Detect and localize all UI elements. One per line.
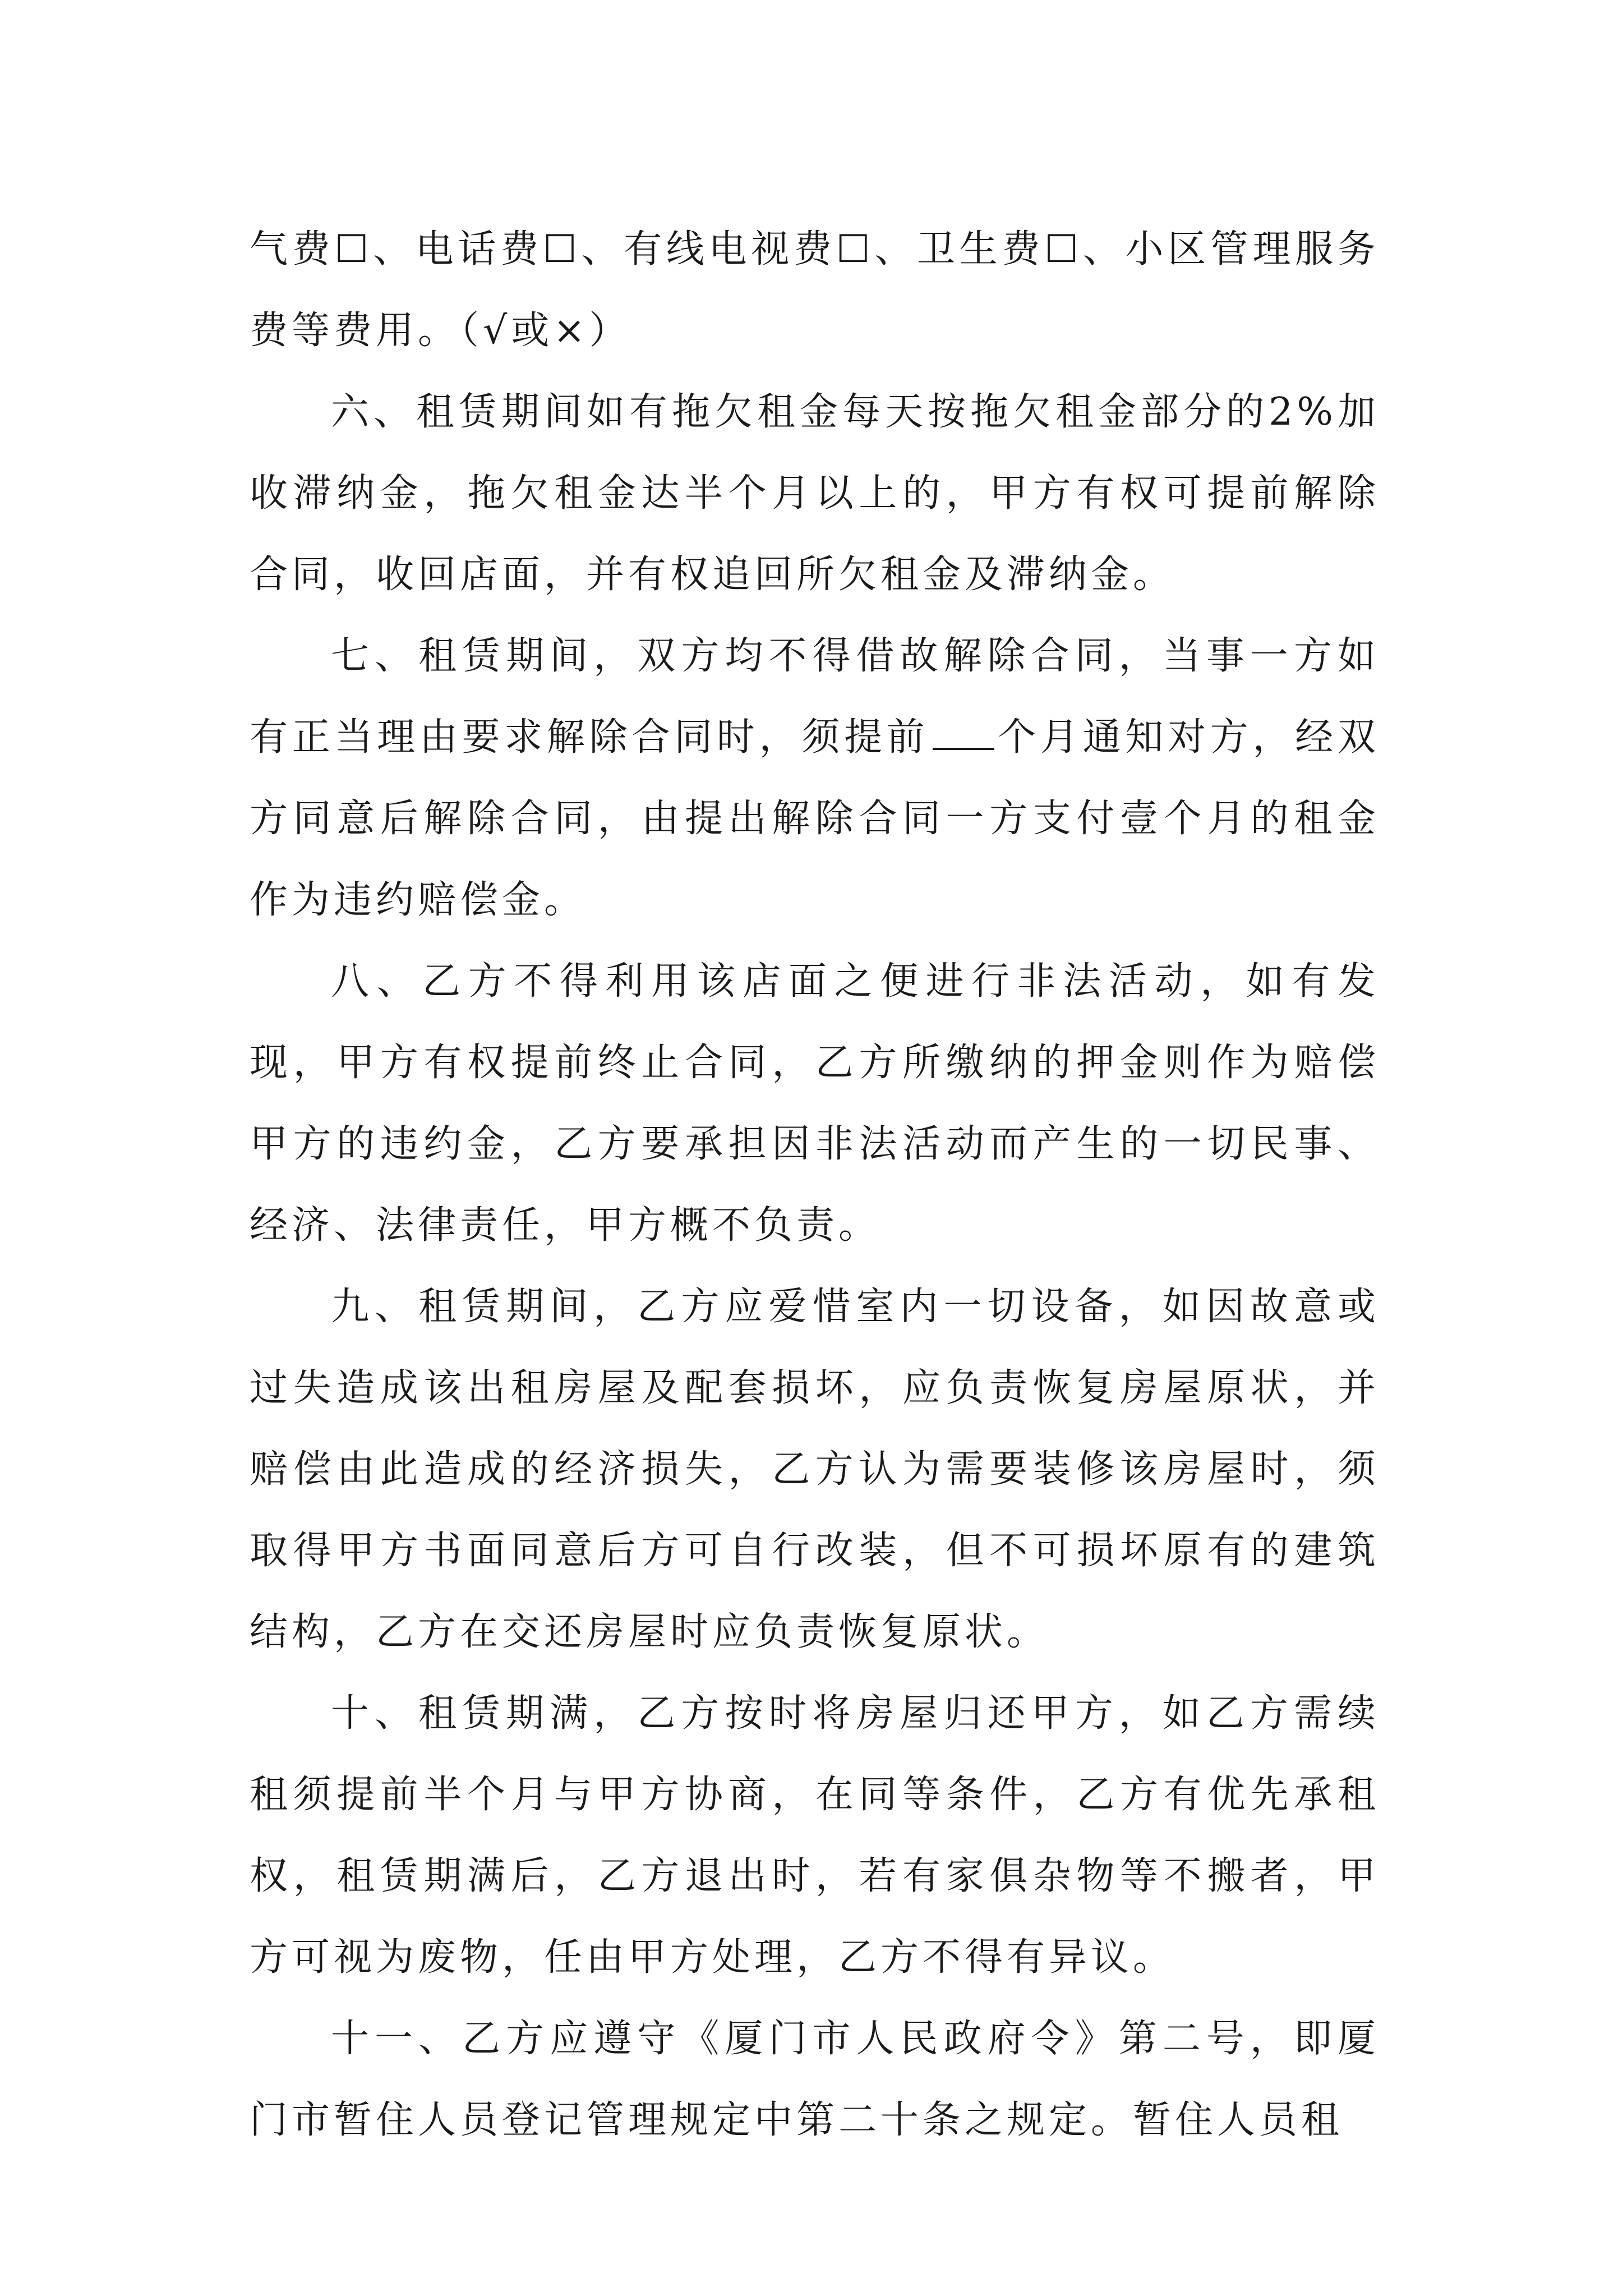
paragraph-clause-10: 十、租赁期满，乙方按时将房屋归还甲方，如乙方需续租须提前半个月与甲方协商，在同等条件，乙方有优先承租权，租赁期满后，乙方退出时，若有家俱杂物等不搬者，甲方可视为废物，任由甲方处理，乙方不得有异议。 <box>250 1691 1380 1980</box>
paragraph-clause-9: 九、租赁期间，乙方应爱惜室内一切设备，如因故意或过失造成该出租房屋及配套损坏，应负责恢复房屋原状，并赔偿由此造成的经济损失，乙方认为需要装修该房屋时，须取得甲方书面同意后方可自行改装，但不可损坏原有的建筑结构，乙方在交还房屋时应负责恢复原状。 <box>250 1285 1380 1654</box>
clause-7-text-after: 个月通知对方，经双方同意后解除合同，由提出解除合同一方支付壹个月的租金作为违约赔偿金。 <box>250 715 1380 922</box>
notice-months-blank <box>933 714 994 750</box>
clause-7-text-before: 七、租赁期间，双方均不得借故解除合同，当事一方如有正当理由要求解除合同时，须提前 <box>250 634 1380 760</box>
paragraph-clause-8: 八、乙方不得利用该店面之便进行非法活动，如有发现，甲方有权提前终止合同，乙方所缴纳的押金则作为赔偿甲方的违约金，乙方要承担因非法活动而产生的一切民事、经济、法律责任，甲方概不负责。 <box>250 959 1380 1248</box>
paragraph-clause-6: 六、租赁期间如有拖欠租金每天按拖欠租金部分的2%加收滞纳金，拖欠租金达半个月以上的，甲方有权可提前解除合同，收回店面，并有权追回所欠租金及滞纳金。 <box>250 390 1380 597</box>
paragraph-clause-11: 十一、乙方应遵守《厦门市人民政府令》第二号，即厦门市暂住人员登记管理规定中第二十条之规定。暂住人员租 <box>250 2017 1380 2142</box>
paragraph-fees-continued: 气费☐、电话费☐、有线电视费☐、卫生费☐、小区管理服务费等费用。（√或×） <box>250 227 1380 353</box>
contract-body <box>250 209 1380 2161</box>
paragraph-clause-7 <box>250 615 1380 941</box>
